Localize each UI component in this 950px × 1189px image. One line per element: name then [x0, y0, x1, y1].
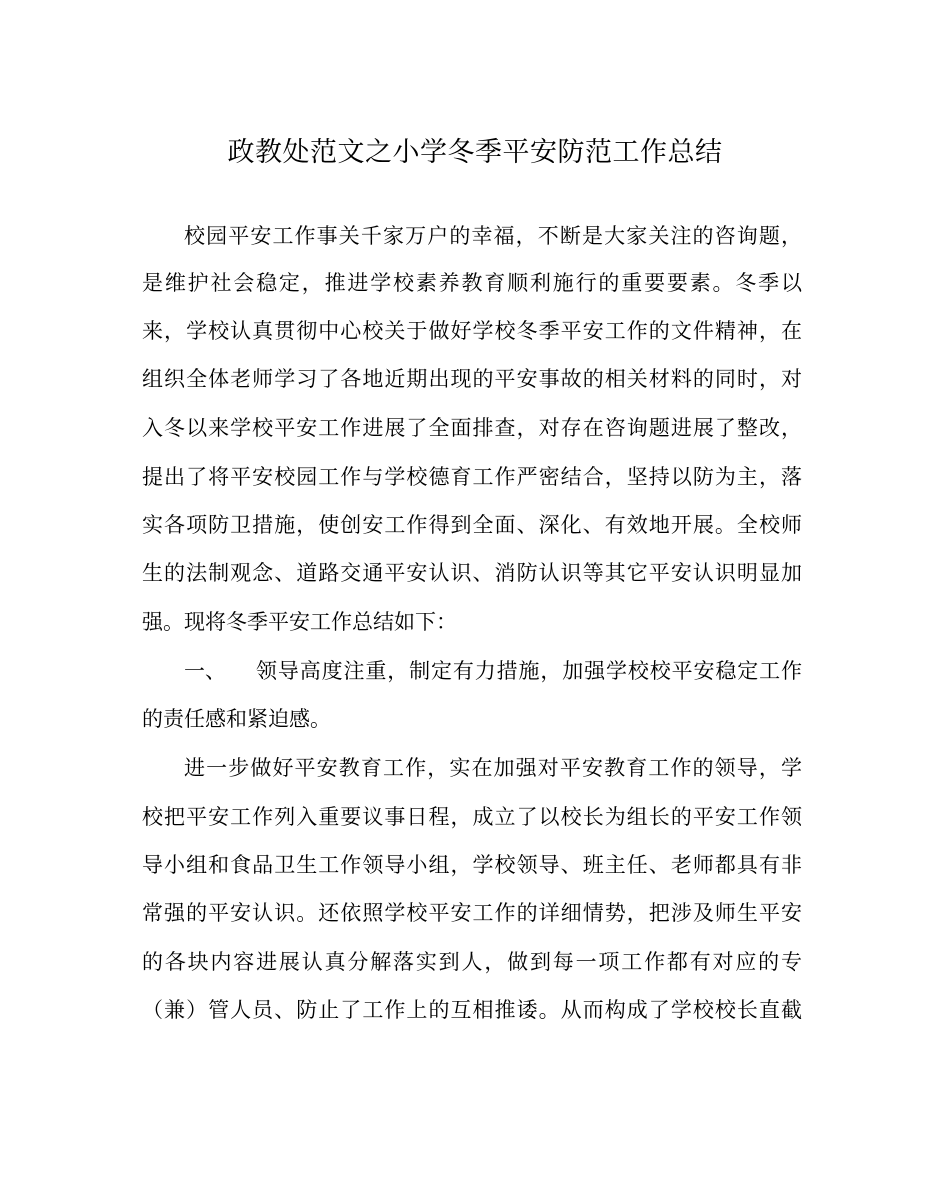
- paragraph-line: 生的法制观念、道路交通平安认识、消防认识等其它平安认识明显加: [142, 561, 802, 585]
- paragraph-line: 校把平安工作列入重要议事日程，成立了以校长为组长的平安工作领: [142, 805, 802, 829]
- paragraph-line: 组织全体老师学习了各地近期出现的平安事故的相关材料的同时，对: [142, 367, 802, 391]
- section-number: 一、: [184, 659, 226, 683]
- paragraph-line: 是维护社会稳定，推进学校素养教育顺利施行的重要要素。冬季以: [142, 271, 802, 295]
- document-title: 政教处范文之小学冬季平安防范工作总结: [227, 137, 723, 168]
- paragraph-line: 的各块内容进展认真分解落实到人，做到每一项工作都有对应的专: [142, 950, 802, 974]
- section-heading: 领导高度注重，制定有力措施，加强学校校平安稳定工作: [256, 659, 802, 683]
- section-heading-continued: 的责任感和紧迫感。: [142, 707, 331, 731]
- paragraph-line: 导小组和食品卫生工作领导小组，学校领导、班主任、老师都具有非: [142, 853, 802, 877]
- paragraph-line: （兼）管人员、防止了工作上的互相推诿。从而构成了学校校长直截: [142, 998, 802, 1022]
- paragraph-line: 来，学校认真贯彻中心校关于做好学校冬季平安工作的文件精神，在: [142, 319, 802, 343]
- paragraph-line: 进一步做好平安教育工作，实在加强对平安教育工作的领导，学: [184, 756, 802, 780]
- paragraph-line: 入冬以来学校平安工作进展了全面排查，对存在咨询题进展了整改，: [142, 416, 802, 440]
- paragraph-line: 强。现将冬季平安工作总结如下：: [142, 610, 457, 634]
- paragraph-line: 实各项防卫措施，使创安工作得到全面、深化、有效地开展。全校师: [142, 513, 802, 537]
- paragraph-line: 校园平安工作事关千家万户的幸福，不断是大家关注的咨询题，: [184, 224, 802, 248]
- paragraph-line: 常强的平安认识。还依照学校平安工作的详细情势，把涉及师生平安: [142, 901, 802, 925]
- paragraph-line: 提出了将平安校园工作与学校德育工作严密结合，坚持以防为主，落: [142, 465, 802, 489]
